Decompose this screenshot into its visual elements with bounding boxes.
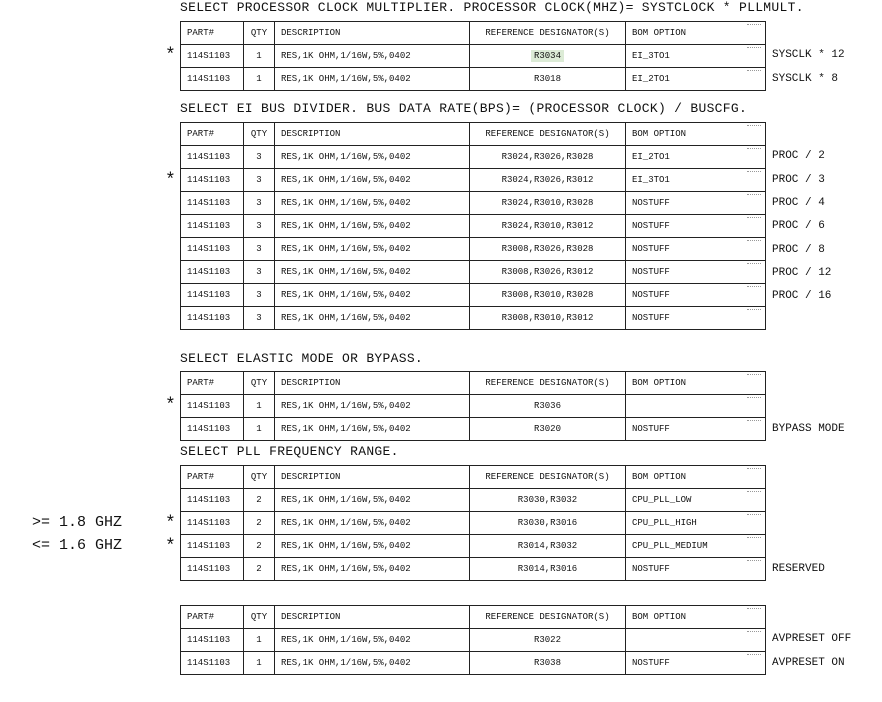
part-number-cell: 114S1103 (181, 261, 244, 284)
reference-designator-cell: R3020 (470, 418, 626, 441)
reference-designator-cell: R3018 (470, 68, 626, 91)
bom-option-cell: EI_3TO1 (626, 169, 766, 192)
row-note: SYSCLK * 12 (772, 49, 845, 62)
part-number-cell: 114S1103 (181, 45, 244, 68)
bom-option-cell: NOSTUFF (626, 418, 766, 441)
bom-option-cell: CPU_PLL_HIGH (626, 512, 766, 535)
table-row (181, 418, 766, 441)
selected-star-marker: * (165, 536, 176, 557)
cell-marker (747, 194, 761, 197)
table-row (181, 652, 766, 675)
cell-marker (747, 148, 761, 151)
cell-marker (747, 420, 761, 423)
table-row (181, 261, 766, 284)
qty-cell: 3 (244, 215, 275, 238)
qty-cell: 2 (244, 535, 275, 558)
part-number-cell: 114S1103 (181, 535, 244, 558)
header-part: PART# (181, 22, 244, 45)
reference-designator-cell: R3024,R3010,R3012 (470, 215, 626, 238)
frequency-note: <= 1.6 GHZ (32, 536, 123, 554)
description-cell: RES,1K OHM,1/16W,5%,0402 (275, 652, 470, 675)
qty-cell: 1 (244, 629, 275, 652)
part-number-cell: 114S1103 (181, 238, 244, 261)
bom-option-cell: CPU_PLL_LOW (626, 489, 766, 512)
selected-star-marker: * (165, 46, 176, 67)
bom-option-cell: EI_3TO1 (626, 45, 766, 68)
reference-designator-cell: R3008,R3026,R3028 (470, 238, 626, 261)
table-header-row (181, 606, 766, 629)
header-opt: BOM OPTION (626, 466, 766, 489)
row-note: PROC / 2 (772, 150, 825, 163)
description-cell: RES,1K OHM,1/16W,5%,0402 (275, 418, 470, 441)
table-row (181, 307, 766, 330)
header-qty: QTY (244, 372, 275, 395)
reference-designator-cell (470, 45, 626, 68)
header-opt: BOM OPTION (626, 22, 766, 45)
bom-option-cell: NOSTUFF (626, 238, 766, 261)
header-desc: DESCRIPTION (275, 372, 470, 395)
part-number-cell: 114S1103 (181, 489, 244, 512)
cell-marker (747, 631, 761, 634)
qty-cell: 3 (244, 146, 275, 169)
description-cell: RES,1K OHM,1/16W,5%,0402 (275, 238, 470, 261)
header-qty: QTY (244, 22, 275, 45)
highlighted-ref: R3034 (531, 50, 564, 62)
cell-marker (747, 171, 761, 174)
row-note: AVPRESET ON (772, 656, 845, 669)
description-cell: RES,1K OHM,1/16W,5%,0402 (275, 535, 470, 558)
part-number-cell: 114S1103 (181, 418, 244, 441)
cell-marker (747, 654, 761, 657)
table-row (181, 558, 766, 581)
description-cell: RES,1K OHM,1/16W,5%,0402 (275, 558, 470, 581)
bom-option-cell: EI_2TO1 (626, 146, 766, 169)
part-number-cell: 114S1103 (181, 512, 244, 535)
part-number-cell: 114S1103 (181, 307, 244, 330)
header-part: PART# (181, 606, 244, 629)
header-desc: DESCRIPTION (275, 606, 470, 629)
table-row (181, 169, 766, 192)
row-note: PROC / 12 (772, 266, 832, 279)
cell-marker (747, 309, 761, 312)
qty-cell: 3 (244, 238, 275, 261)
table-row (181, 489, 766, 512)
bom-option-cell: EI_2TO1 (626, 68, 766, 91)
header-desc: DESCRIPTION (275, 466, 470, 489)
reference-designator-cell: R3024,R3026,R3012 (470, 169, 626, 192)
header-ref: REFERENCE DESIGNATOR(S) (470, 22, 626, 45)
bom-table (180, 605, 766, 675)
description-cell: RES,1K OHM,1/16W,5%,0402 (275, 629, 470, 652)
qty-cell: 2 (244, 512, 275, 535)
qty-cell: 3 (244, 192, 275, 215)
table-row (181, 238, 766, 261)
row-note: AVPRESET OFF (772, 633, 852, 646)
table-row (181, 45, 766, 68)
reference-designator-cell: R3030,R3032 (470, 489, 626, 512)
qty-cell: 1 (244, 395, 275, 418)
cell-marker (747, 24, 761, 27)
table-row (181, 284, 766, 307)
header-part: PART# (181, 123, 244, 146)
part-number-cell: 114S1103 (181, 284, 244, 307)
header-desc: DESCRIPTION (275, 22, 470, 45)
description-cell: RES,1K OHM,1/16W,5%,0402 (275, 45, 470, 68)
table-row (181, 215, 766, 238)
bom-option-cell: NOSTUFF (626, 652, 766, 675)
part-number-cell: 114S1103 (181, 169, 244, 192)
table-row (181, 629, 766, 652)
description-cell: RES,1K OHM,1/16W,5%,0402 (275, 215, 470, 238)
table-row (181, 395, 766, 418)
table-row (181, 512, 766, 535)
qty-cell: 1 (244, 45, 275, 68)
reference-designator-cell: R3014,R3032 (470, 535, 626, 558)
description-cell: RES,1K OHM,1/16W,5%,0402 (275, 307, 470, 330)
bom-option-cell: NOSTUFF (626, 558, 766, 581)
header-ref: REFERENCE DESIGNATOR(S) (470, 606, 626, 629)
section-title: SELECT ELASTIC MODE OR BYPASS. (180, 351, 424, 366)
reference-designator-cell: R3024,R3026,R3028 (470, 146, 626, 169)
qty-cell: 2 (244, 489, 275, 512)
cell-marker (747, 491, 761, 494)
qty-cell: 1 (244, 418, 275, 441)
table-row (181, 192, 766, 215)
cell-marker (747, 608, 761, 611)
cell-marker (747, 537, 761, 540)
selected-star-marker: * (165, 513, 176, 534)
description-cell: RES,1K OHM,1/16W,5%,0402 (275, 68, 470, 91)
part-number-cell: 114S1103 (181, 68, 244, 91)
reference-designator-cell: R3008,R3010,R3012 (470, 307, 626, 330)
bom-option-cell: CPU_PLL_MEDIUM (626, 535, 766, 558)
header-opt: BOM OPTION (626, 372, 766, 395)
bom-option-cell: NOSTUFF (626, 284, 766, 307)
row-note: SYSCLK * 8 (772, 72, 839, 85)
qty-cell: 3 (244, 307, 275, 330)
description-cell: RES,1K OHM,1/16W,5%,0402 (275, 146, 470, 169)
cell-marker (747, 263, 761, 266)
table-header-row (181, 372, 766, 395)
header-ref: REFERENCE DESIGNATOR(S) (470, 123, 626, 146)
description-cell: RES,1K OHM,1/16W,5%,0402 (275, 284, 470, 307)
cell-marker (747, 240, 761, 243)
bom-option-cell: NOSTUFF (626, 215, 766, 238)
cell-marker (747, 47, 761, 50)
selected-star-marker: * (165, 170, 176, 191)
bom-table (180, 122, 766, 330)
description-cell: RES,1K OHM,1/16W,5%,0402 (275, 395, 470, 418)
cell-marker (747, 397, 761, 400)
bom-table (180, 465, 766, 581)
table-header-row (181, 466, 766, 489)
description-cell: RES,1K OHM,1/16W,5%,0402 (275, 192, 470, 215)
description-cell: RES,1K OHM,1/16W,5%,0402 (275, 169, 470, 192)
bom-option-cell: NOSTUFF (626, 261, 766, 284)
part-number-cell: 114S1103 (181, 215, 244, 238)
description-cell: RES,1K OHM,1/16W,5%,0402 (275, 489, 470, 512)
section-title: SELECT PLL FREQUENCY RANGE. (180, 444, 399, 459)
part-number-cell: 114S1103 (181, 192, 244, 215)
part-number-cell: 114S1103 (181, 629, 244, 652)
part-number-cell: 114S1103 (181, 395, 244, 418)
row-note: PROC / 4 (772, 196, 825, 209)
cell-marker (747, 468, 761, 471)
cell-marker (747, 217, 761, 220)
reference-designator-cell: R3014,R3016 (470, 558, 626, 581)
row-note: BYPASS MODE (772, 422, 845, 435)
qty-cell: 3 (244, 169, 275, 192)
header-ref: REFERENCE DESIGNATOR(S) (470, 466, 626, 489)
table-header-row (181, 123, 766, 146)
header-qty: QTY (244, 123, 275, 146)
row-note: PROC / 3 (772, 173, 825, 186)
table-row (181, 535, 766, 558)
cell-marker (747, 560, 761, 563)
cell-marker (747, 374, 761, 377)
section-title: SELECT PROCESSOR CLOCK MULTIPLIER. PROCESSOR CLOCK(MHZ)= SYSTCLOCK * PLLMULT. (180, 0, 804, 15)
header-opt: BOM OPTION (626, 606, 766, 629)
bom-option-cell (626, 629, 766, 652)
reference-designator-cell: R3022 (470, 629, 626, 652)
row-note: PROC / 8 (772, 243, 825, 256)
section-title: SELECT EI BUS DIVIDER. BUS DATA RATE(BPS)= (PROCESSOR CLOCK) / BUSCFG. (180, 101, 748, 116)
header-qty: QTY (244, 606, 275, 629)
part-number-cell: 114S1103 (181, 652, 244, 675)
reference-designator-cell: R3036 (470, 395, 626, 418)
header-opt: BOM OPTION (626, 123, 766, 146)
qty-cell: 2 (244, 558, 275, 581)
bom-option-cell: NOSTUFF (626, 192, 766, 215)
table-row (181, 146, 766, 169)
reference-designator-cell: R3038 (470, 652, 626, 675)
row-note: PROC / 6 (772, 220, 825, 233)
description-cell: RES,1K OHM,1/16W,5%,0402 (275, 512, 470, 535)
reference-designator-cell: R3008,R3026,R3012 (470, 261, 626, 284)
reference-designator-cell: R3030,R3016 (470, 512, 626, 535)
qty-cell: 1 (244, 68, 275, 91)
header-ref: REFERENCE DESIGNATOR(S) (470, 372, 626, 395)
cell-marker (747, 125, 761, 128)
table-row (181, 68, 766, 91)
header-part: PART# (181, 372, 244, 395)
bom-table (180, 371, 766, 441)
header-desc: DESCRIPTION (275, 123, 470, 146)
header-qty: QTY (244, 466, 275, 489)
bom-table (180, 21, 766, 91)
frequency-note: >= 1.8 GHZ (32, 513, 123, 531)
row-note: PROC / 16 (772, 290, 832, 303)
selected-star-marker: * (165, 396, 176, 417)
qty-cell: 3 (244, 284, 275, 307)
row-note: RESERVED (772, 563, 825, 576)
bom-option-cell (626, 395, 766, 418)
qty-cell: 3 (244, 261, 275, 284)
reference-designator-cell: R3024,R3010,R3028 (470, 192, 626, 215)
cell-marker (747, 70, 761, 73)
table-header-row (181, 22, 766, 45)
part-number-cell: 114S1103 (181, 146, 244, 169)
bom-option-cell: NOSTUFF (626, 307, 766, 330)
cell-marker (747, 514, 761, 517)
header-part: PART# (181, 466, 244, 489)
part-number-cell: 114S1103 (181, 558, 244, 581)
cell-marker (747, 286, 761, 289)
reference-designator-cell: R3008,R3010,R3028 (470, 284, 626, 307)
qty-cell: 1 (244, 652, 275, 675)
description-cell: RES,1K OHM,1/16W,5%,0402 (275, 261, 470, 284)
